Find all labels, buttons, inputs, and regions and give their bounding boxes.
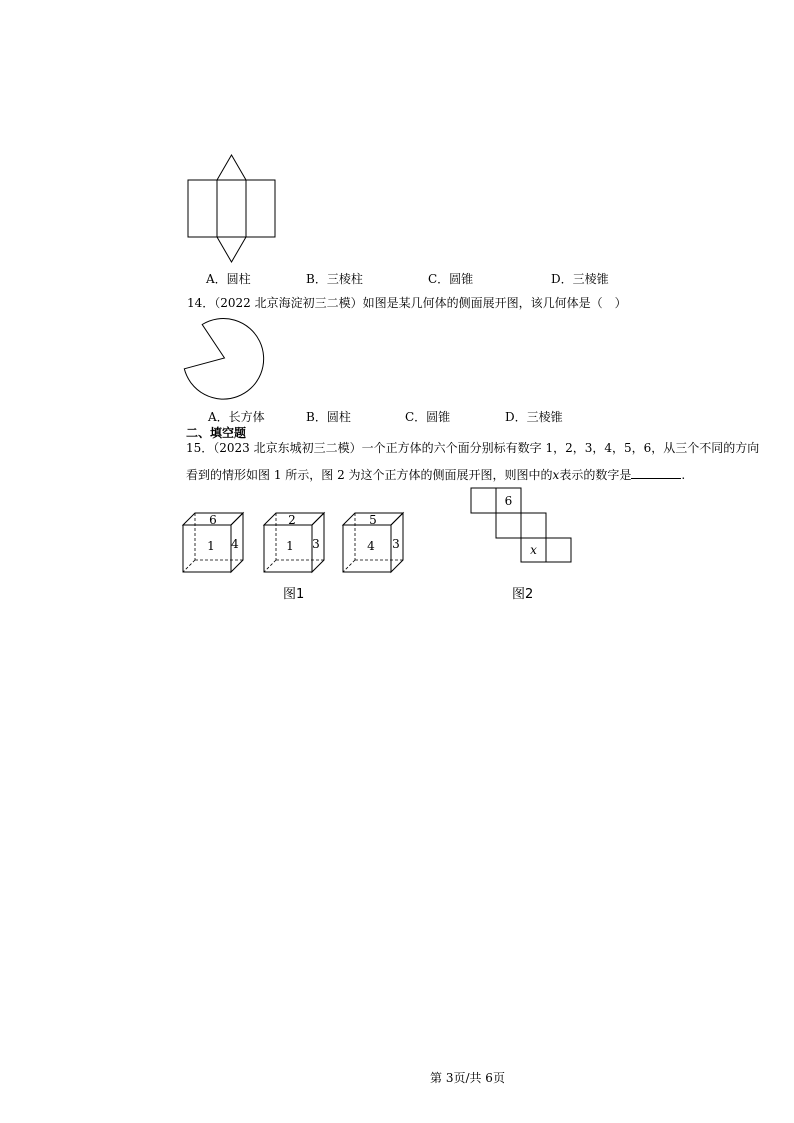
cube-3-right: 3	[392, 537, 400, 551]
cube-1-top: 6	[209, 513, 217, 527]
q13-option-b: B．三棱柱	[306, 272, 363, 286]
q14-option-b: B．圆柱	[306, 410, 351, 424]
cube-2-front: 1	[286, 539, 294, 553]
q13-option-a: A．圆柱	[206, 272, 251, 286]
q15-line2-end: .	[681, 468, 686, 482]
q14-stem: 14．（2022 北京海淀初三二模）如图是某几何体的侧面展开图，该几何体是（ ）	[187, 296, 627, 310]
q15-line2-pre: 看到的情形如图 1 所示，图 2 为这个正方体的侧面展开图，则图中的	[186, 468, 553, 482]
q14-option-d: D．三棱锥	[505, 410, 563, 424]
cube-3-top: 5	[369, 513, 377, 527]
q15-line1: 15．（2023 北京东城初三二模）一个正方体的六个面分别标有数字 1，2，3，4，5，6，从三个不同的方向	[186, 441, 760, 455]
figure-1-caption: 图1	[283, 587, 305, 602]
net-label-6: 6	[504, 494, 513, 508]
q13-option-d: D．三棱锥	[551, 272, 609, 286]
cube-3-front: 4	[367, 539, 375, 553]
cube-2-right: 3	[312, 537, 320, 551]
net-label-x: x	[530, 543, 537, 557]
q13-option-c: C．圆锥	[428, 272, 474, 286]
page-footer: 第 3页/共 6页	[430, 1071, 505, 1085]
q15-variable-x: x	[552, 468, 560, 482]
figure-2-caption: 图2	[512, 587, 534, 602]
section-heading: 二、填空题	[186, 426, 247, 440]
q15-line2-post: 表示的数字是	[559, 468, 632, 482]
cube-1-right: 4	[231, 537, 239, 551]
q14-option-a: A．长方体	[208, 410, 265, 424]
q14-option-c: C．圆锥	[405, 410, 451, 424]
cube-2-top: 2	[288, 513, 296, 527]
cube-1-front: 1	[207, 539, 215, 553]
